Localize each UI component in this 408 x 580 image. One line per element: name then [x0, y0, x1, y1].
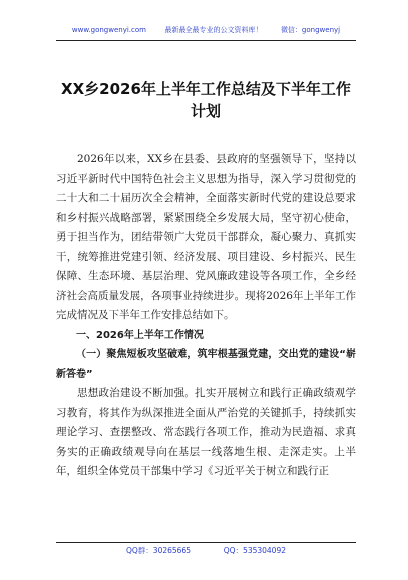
intro-paragraph: 2026年以来，XX乡在县委、县政府的坚强领导下，坚持以习近平新时代中国特色社会主义思想为指导，深入学习贯彻党的二十大和二十届历次全会精神，全面落实新时代党的建设总要求和乡村振兴战略部署，紧紧围绕全乡发展大局，坚守初心使命，勇于担当作为，团结带领广大党员干部群众，凝心聚力、真抓实干，统筹推进党建引领、经济发展、项目建设、乡村振兴、民生保障、生态环境、基层治理、党风廉政建设等各项工作，全乡经济社会高质量发展，各项事业持续进步。现将2026年上半年工作完成情况及下半年工作安排总结如下。	[56, 153, 356, 321]
page-header	[56, 25, 356, 35]
document-title: XX乡2026年上半年工作总结及下半年工作计划	[61, 80, 351, 120]
footer-divider	[56, 542, 356, 543]
footer-qq-group: QQ群：30265665	[125, 546, 191, 555]
header-site-link[interactable]: www.gongwenyi.com	[71, 26, 146, 34]
page-footer	[56, 546, 356, 556]
body-paragraph: 思想政治建设不断加强。扎实开展树立和践行正确政绩观学习教育，将其作为纵深推进全面从严治党的关键抓手，持续抓实理论学习、查摆整改、常态践行各项工作，推动为民造福、求真务实的正确政绩观导向在基层一线落地生根、走深走实。上半年，组织全体党员干部集中学习《习近平关于树立和践行正	[56, 387, 356, 477]
footer-qq: QQ：535304092	[223, 546, 287, 555]
subsection-heading: （一）聚焦短板攻坚破难，筑牢根基强党建，交出党的建设“崭新答卷”	[56, 349, 356, 380]
header-wechat: 微信：gongwenyj	[280, 26, 341, 34]
header-slogan: 最新最全最专业的公文资料库！	[164, 26, 263, 34]
document-body	[56, 150, 356, 482]
section-heading: 一、2026年上半年工作情况	[76, 329, 204, 341]
header-divider	[56, 40, 356, 41]
